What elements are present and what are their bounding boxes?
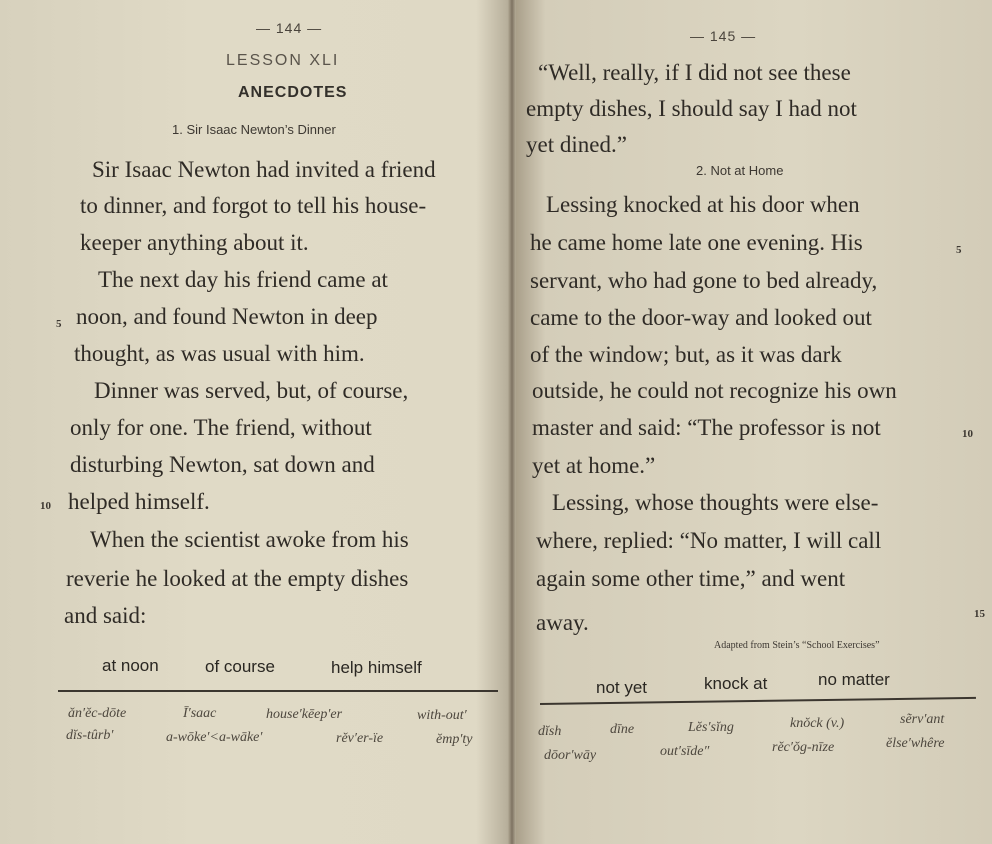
line-marker: 15 bbox=[974, 608, 985, 620]
line-marker: 10 bbox=[962, 428, 973, 440]
vocab-word: ĕlse′whêre bbox=[886, 736, 945, 751]
page-number: — 145 — bbox=[690, 28, 757, 44]
text-line: Dinner was served, but, of course, bbox=[94, 378, 409, 403]
phrase: of course bbox=[205, 657, 275, 676]
text-line: disturbing Newton, sat down and bbox=[70, 452, 375, 477]
line-marker: 5 bbox=[56, 318, 62, 330]
text-line: to dinner, and forgot to tell his house- bbox=[80, 193, 427, 218]
line-marker: 5 bbox=[956, 244, 962, 256]
vocab-word: a-wōke′<a-wāke′ bbox=[166, 730, 263, 745]
text-line: “Well, really, if I did not see these bbox=[538, 60, 851, 85]
text-line: Lessing knocked at his door when bbox=[546, 192, 860, 217]
section-title: 2. Not at Home bbox=[696, 163, 784, 178]
source-credit: Adapted from Stein’s “School Exercises” bbox=[714, 640, 880, 651]
text-line: Sir Isaac Newton had invited a friend bbox=[92, 157, 436, 182]
page-number: — 144 — bbox=[256, 20, 323, 36]
line-marker: 10 bbox=[40, 500, 51, 512]
vocab-word: rĕc′ŏg-nīze bbox=[772, 740, 835, 755]
text-line: came to the door-way and looked out bbox=[530, 305, 872, 330]
text-line: thought, as was usual with him. bbox=[74, 341, 365, 366]
text-line: noon, and found Newton in deep bbox=[76, 304, 378, 329]
vocab-word: Ī′saac bbox=[183, 706, 217, 721]
phrase: at noon bbox=[102, 656, 159, 675]
vocab-word: sẽrv′ant bbox=[900, 712, 945, 727]
phrase: help himself bbox=[331, 658, 422, 677]
vocab-word: rĕv′er-ïe bbox=[336, 731, 384, 746]
vocab-word: dĭsh bbox=[538, 724, 562, 739]
vocab-word: Lĕs′sĭng bbox=[688, 720, 734, 735]
phrase: knock at bbox=[704, 674, 768, 693]
text-line: reverie he looked at the empty dishes bbox=[66, 566, 409, 591]
text-line: away. bbox=[536, 610, 589, 635]
text-line: yet dined.” bbox=[526, 132, 627, 157]
vocab-word: ĕmp′ty bbox=[436, 732, 473, 747]
vocab-word: out′sīde″ bbox=[660, 744, 710, 759]
right-page bbox=[512, 0, 992, 844]
text-line: master and said: “The professor is not bbox=[532, 415, 881, 440]
text-line: The next day his friend came at bbox=[98, 267, 388, 292]
vocab-word: dōor′wāy bbox=[544, 748, 597, 763]
text-line: where, replied: “No matter, I will call bbox=[536, 528, 882, 553]
divider bbox=[540, 697, 976, 705]
text-line: keeper anything about it. bbox=[80, 230, 309, 255]
text-line: Lessing, whose thoughts were else- bbox=[552, 490, 879, 515]
lesson-title: LESSON XLI bbox=[226, 52, 340, 69]
lesson-subtitle: ANECDOTES bbox=[238, 84, 348, 101]
text-line: servant, who had gone to bed already, bbox=[530, 268, 878, 293]
text-line: and said: bbox=[64, 603, 147, 628]
text-line: yet at home.” bbox=[532, 453, 656, 478]
text-line: helped himself. bbox=[68, 489, 210, 514]
vocab-word: knŏck (v.) bbox=[790, 716, 845, 731]
phrase: not yet bbox=[596, 678, 648, 697]
section-title: 1. Sir Isaac Newton’s Dinner bbox=[172, 122, 336, 137]
text-line: he came home late one evening. His bbox=[530, 230, 863, 255]
text-line: empty dishes, I should say I had not bbox=[526, 96, 857, 121]
text-line: outside, he could not recognize his own bbox=[532, 378, 897, 403]
vocab-word: with-out′ bbox=[417, 708, 467, 723]
vocab-word: ăn′ĕc-dōte bbox=[68, 706, 127, 721]
text-line: only for one. The friend, without bbox=[70, 415, 372, 440]
divider bbox=[58, 690, 498, 692]
vocab-word: dīne bbox=[610, 722, 635, 737]
vocab-word: house′kēep′er bbox=[266, 707, 343, 722]
phrase: no matter bbox=[818, 670, 890, 689]
text-line: of the window; but, as it was dark bbox=[530, 342, 842, 367]
text-line: again some other time,” and went bbox=[536, 566, 846, 591]
vocab-word: dĭs-tûrb′ bbox=[66, 728, 114, 743]
text-line: When the scientist awoke from his bbox=[90, 527, 409, 552]
